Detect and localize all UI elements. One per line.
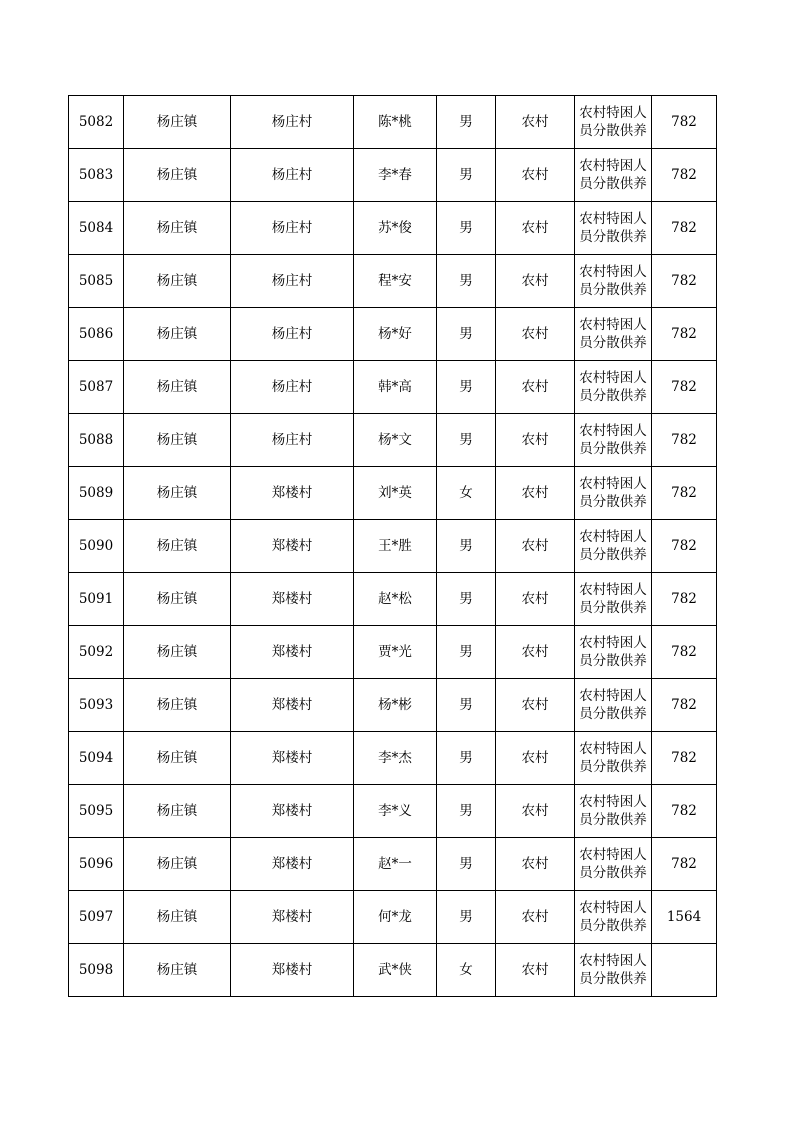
- cell-amount: 782: [652, 467, 717, 520]
- cell-id: 5089: [69, 467, 124, 520]
- cell-id: 5093: [69, 679, 124, 732]
- table-row: [69, 626, 717, 679]
- cell-town: 杨庄镇: [124, 361, 231, 414]
- cell-village: 郑楼村: [231, 573, 354, 626]
- cell-name: 李*杰: [354, 732, 437, 785]
- cell-household-type: 农村: [496, 96, 575, 149]
- cell-gender: 男: [437, 414, 496, 467]
- table-row: [69, 785, 717, 838]
- cell-category: 农村特困人员分散供养: [575, 891, 652, 944]
- cell-town: 杨庄镇: [124, 944, 231, 997]
- cell-town: 杨庄镇: [124, 679, 231, 732]
- cell-category: 农村特困人员分散供养: [575, 467, 652, 520]
- cell-village: 郑楼村: [231, 732, 354, 785]
- table-row: [69, 308, 717, 361]
- cell-name: 李*义: [354, 785, 437, 838]
- cell-amount: 782: [652, 149, 717, 202]
- cell-name: 刘*英: [354, 467, 437, 520]
- cell-village: 杨庄村: [231, 96, 354, 149]
- cell-name: 何*龙: [354, 891, 437, 944]
- cell-household-type: 农村: [496, 149, 575, 202]
- cell-village: 郑楼村: [231, 785, 354, 838]
- cell-category: 农村特困人员分散供养: [575, 308, 652, 361]
- cell-id: 5094: [69, 732, 124, 785]
- cell-gender: 男: [437, 255, 496, 308]
- cell-gender: 女: [437, 467, 496, 520]
- cell-id: 5090: [69, 520, 124, 573]
- cell-household-type: 农村: [496, 202, 575, 255]
- cell-household-type: 农村: [496, 520, 575, 573]
- table-row: [69, 838, 717, 891]
- cell-village: 杨庄村: [231, 414, 354, 467]
- cell-category: 农村特困人员分散供养: [575, 785, 652, 838]
- cell-id: 5096: [69, 838, 124, 891]
- cell-household-type: 农村: [496, 255, 575, 308]
- cell-town: 杨庄镇: [124, 96, 231, 149]
- cell-town: 杨庄镇: [124, 785, 231, 838]
- cell-name: 陈*桃: [354, 96, 437, 149]
- cell-name: 杨*文: [354, 414, 437, 467]
- table-row: [69, 255, 717, 308]
- table-row: [69, 361, 717, 414]
- cell-village: 杨庄村: [231, 202, 354, 255]
- cell-id: 5087: [69, 361, 124, 414]
- cell-town: 杨庄镇: [124, 891, 231, 944]
- cell-village: 杨庄村: [231, 308, 354, 361]
- table-row: [69, 573, 717, 626]
- cell-household-type: 农村: [496, 891, 575, 944]
- cell-category: 农村特困人员分散供养: [575, 149, 652, 202]
- cell-village: 郑楼村: [231, 679, 354, 732]
- cell-village: 郑楼村: [231, 891, 354, 944]
- cell-town: 杨庄镇: [124, 573, 231, 626]
- cell-town: 杨庄镇: [124, 202, 231, 255]
- cell-category: 农村特困人员分散供养: [575, 573, 652, 626]
- cell-id: 5091: [69, 573, 124, 626]
- cell-category: 农村特困人员分散供养: [575, 520, 652, 573]
- cell-id: 5095: [69, 785, 124, 838]
- cell-town: 杨庄镇: [124, 149, 231, 202]
- cell-village: 郑楼村: [231, 838, 354, 891]
- cell-gender: 男: [437, 626, 496, 679]
- table-row: [69, 414, 717, 467]
- table-row: [69, 732, 717, 785]
- cell-gender: 男: [437, 96, 496, 149]
- cell-amount: 782: [652, 96, 717, 149]
- table-row: [69, 202, 717, 255]
- table-row: [69, 944, 717, 997]
- cell-gender: 男: [437, 838, 496, 891]
- cell-town: 杨庄镇: [124, 626, 231, 679]
- cell-name: 程*安: [354, 255, 437, 308]
- cell-name: 韩*高: [354, 361, 437, 414]
- cell-name: 赵*松: [354, 573, 437, 626]
- cell-town: 杨庄镇: [124, 467, 231, 520]
- cell-town: 杨庄镇: [124, 520, 231, 573]
- cell-village: 郑楼村: [231, 467, 354, 520]
- cell-name: 王*胜: [354, 520, 437, 573]
- cell-amount: 782: [652, 573, 717, 626]
- cell-amount: 782: [652, 361, 717, 414]
- cell-amount: 782: [652, 732, 717, 785]
- cell-village: 杨庄村: [231, 149, 354, 202]
- assistance-table-container: [68, 95, 702, 997]
- cell-household-type: 农村: [496, 785, 575, 838]
- cell-id: 5098: [69, 944, 124, 997]
- table-row: [69, 467, 717, 520]
- cell-household-type: 农村: [496, 308, 575, 361]
- cell-id: 5086: [69, 308, 124, 361]
- cell-id: 5084: [69, 202, 124, 255]
- cell-id: 5085: [69, 255, 124, 308]
- cell-amount: 782: [652, 202, 717, 255]
- table-body: [69, 96, 717, 997]
- cell-amount: 782: [652, 520, 717, 573]
- assistance-table: [68, 95, 717, 997]
- cell-household-type: 农村: [496, 467, 575, 520]
- cell-name: 赵*一: [354, 838, 437, 891]
- cell-town: 杨庄镇: [124, 308, 231, 361]
- cell-town: 杨庄镇: [124, 838, 231, 891]
- cell-household-type: 农村: [496, 732, 575, 785]
- cell-category: 农村特困人员分散供养: [575, 96, 652, 149]
- cell-household-type: 农村: [496, 944, 575, 997]
- cell-gender: 女: [437, 944, 496, 997]
- cell-name: 武*侠: [354, 944, 437, 997]
- cell-gender: 男: [437, 149, 496, 202]
- cell-id: 5088: [69, 414, 124, 467]
- cell-name: 杨*彬: [354, 679, 437, 732]
- cell-household-type: 农村: [496, 679, 575, 732]
- cell-amount: 782: [652, 414, 717, 467]
- cell-name: 李*春: [354, 149, 437, 202]
- cell-name: 苏*俊: [354, 202, 437, 255]
- table-row: [69, 891, 717, 944]
- cell-amount: 782: [652, 308, 717, 361]
- cell-amount: 782: [652, 626, 717, 679]
- cell-category: 农村特困人员分散供养: [575, 414, 652, 467]
- cell-category: 农村特困人员分散供养: [575, 361, 652, 414]
- cell-amount: 782: [652, 679, 717, 732]
- cell-household-type: 农村: [496, 626, 575, 679]
- cell-id: 5082: [69, 96, 124, 149]
- cell-category: 农村特困人员分散供养: [575, 679, 652, 732]
- cell-village: 郑楼村: [231, 626, 354, 679]
- cell-village: 杨庄村: [231, 255, 354, 308]
- cell-amount: [652, 944, 717, 997]
- cell-amount: 782: [652, 255, 717, 308]
- cell-gender: 男: [437, 202, 496, 255]
- table-row: [69, 679, 717, 732]
- cell-category: 农村特困人员分散供养: [575, 255, 652, 308]
- cell-household-type: 农村: [496, 838, 575, 891]
- cell-name: 杨*好: [354, 308, 437, 361]
- cell-village: 郑楼村: [231, 944, 354, 997]
- cell-household-type: 农村: [496, 414, 575, 467]
- cell-name: 贾*光: [354, 626, 437, 679]
- cell-village: 杨庄村: [231, 361, 354, 414]
- cell-category: 农村特困人员分散供养: [575, 838, 652, 891]
- cell-gender: 男: [437, 573, 496, 626]
- cell-town: 杨庄镇: [124, 414, 231, 467]
- table-row: [69, 149, 717, 202]
- cell-gender: 男: [437, 891, 496, 944]
- cell-gender: 男: [437, 785, 496, 838]
- cell-gender: 男: [437, 308, 496, 361]
- cell-id: 5097: [69, 891, 124, 944]
- cell-gender: 男: [437, 361, 496, 414]
- cell-household-type: 农村: [496, 573, 575, 626]
- cell-town: 杨庄镇: [124, 255, 231, 308]
- cell-amount: 782: [652, 838, 717, 891]
- cell-category: 农村特困人员分散供养: [575, 626, 652, 679]
- cell-id: 5092: [69, 626, 124, 679]
- table-row: [69, 520, 717, 573]
- cell-category: 农村特困人员分散供养: [575, 732, 652, 785]
- cell-category: 农村特困人员分散供养: [575, 944, 652, 997]
- cell-amount: 1564: [652, 891, 717, 944]
- table-row: [69, 96, 717, 149]
- cell-town: 杨庄镇: [124, 732, 231, 785]
- cell-gender: 男: [437, 520, 496, 573]
- cell-category: 农村特困人员分散供养: [575, 202, 652, 255]
- cell-household-type: 农村: [496, 361, 575, 414]
- cell-village: 郑楼村: [231, 520, 354, 573]
- cell-gender: 男: [437, 679, 496, 732]
- cell-id: 5083: [69, 149, 124, 202]
- cell-amount: 782: [652, 785, 717, 838]
- cell-gender: 男: [437, 732, 496, 785]
